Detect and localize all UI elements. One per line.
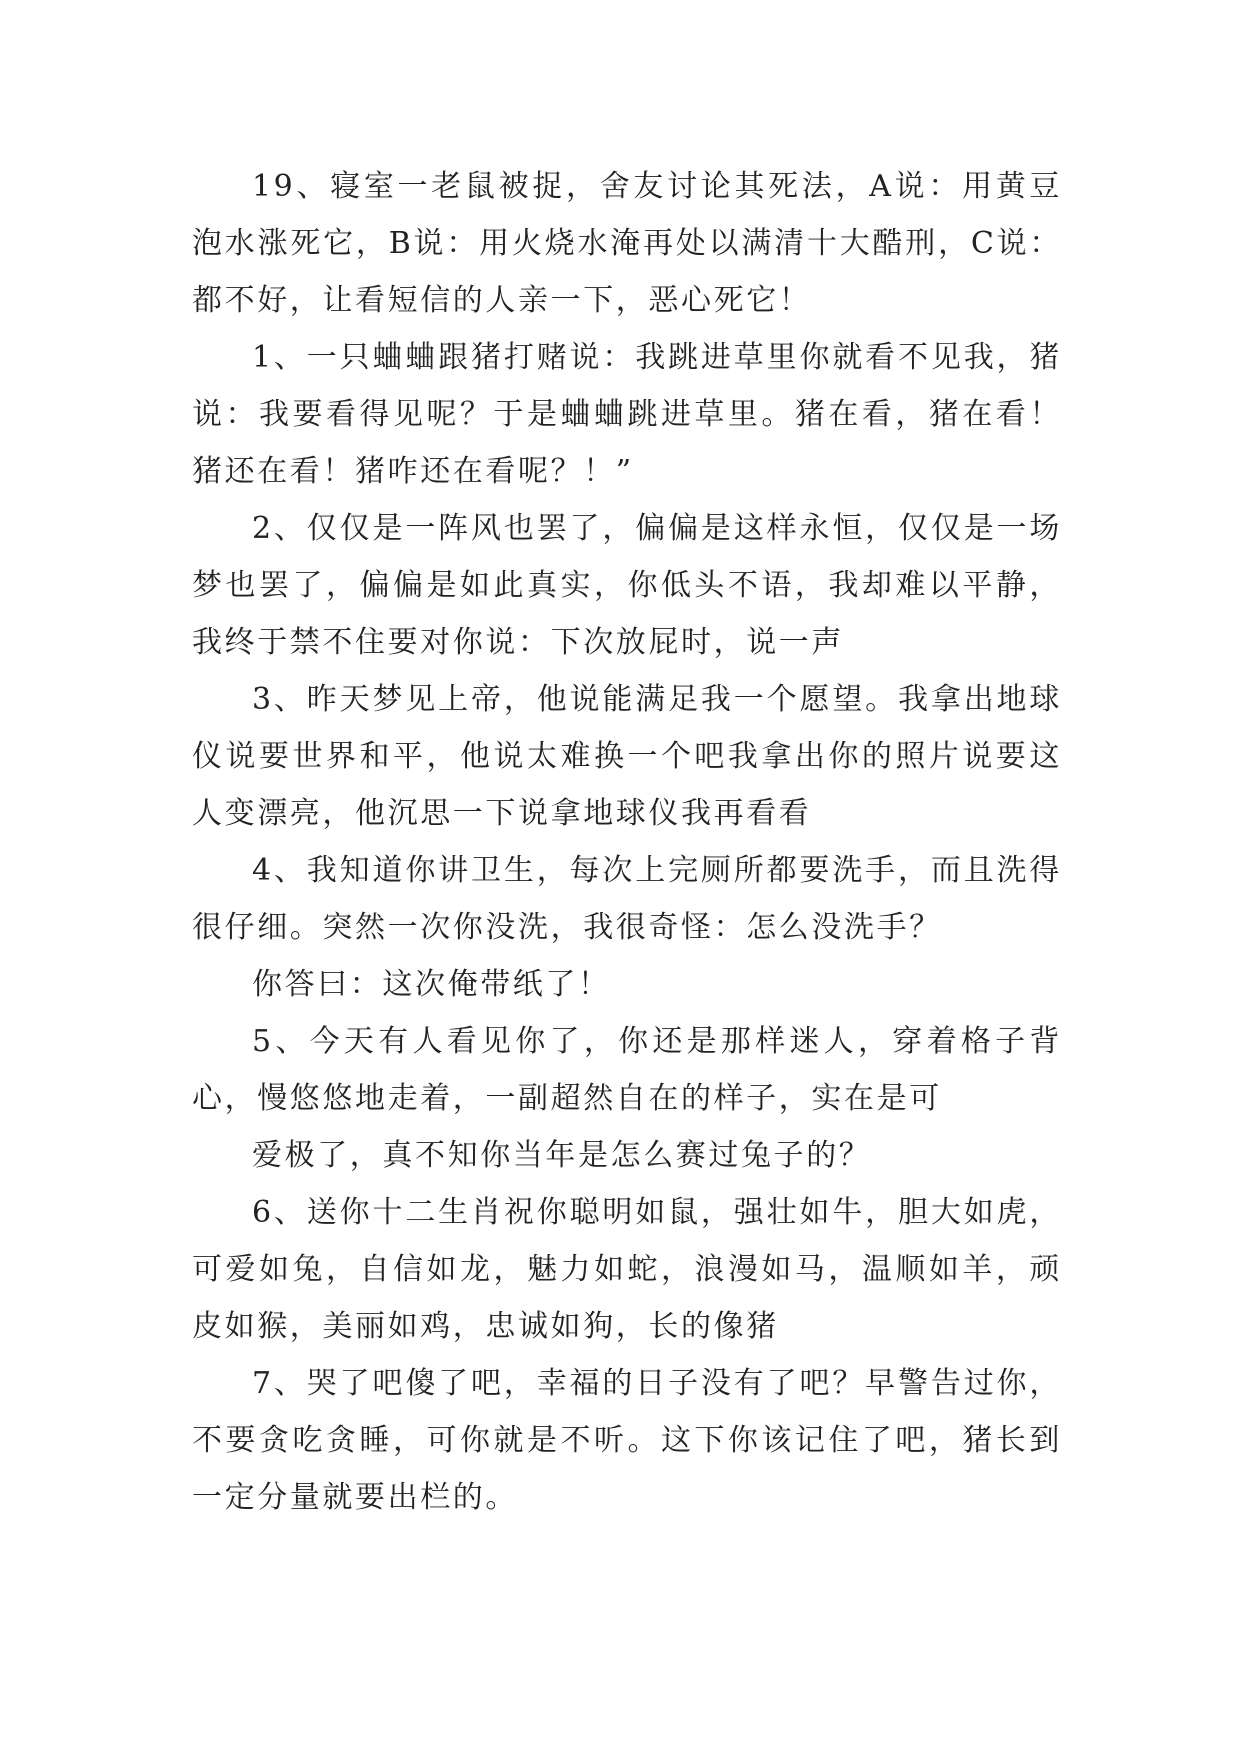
- paragraph-5-continued: 爱极了，真不知你当年是怎么赛过兔子的？: [252, 1138, 872, 1173]
- paragraph-7: 7、哭了吧傻了吧，幸福的日子没有了吧？早警告过你，不要贪吃贪睡，可你就是不听。这下你该记住了吧，猪长到一定分量就要出栏的。: [192, 1366, 1062, 1515]
- paragraph-19: 19、寝室一老鼠被捉，舍友讨论其死法，A说：用黄豆泡水涨死它，B说：用火烧水淹再处以满清十大酷刑，C说：都不好，让看短信的人亲一下，恶心死它！: [192, 169, 1062, 318]
- paragraph-2: 2、仅仅是一阵风也罢了，偏偏是这样永恒，仅仅是一场梦也罢了，偏偏是如此真实，你低头不语，我却难以平静，我终于禁不住要对你说：下次放屁时，说一声: [192, 511, 1062, 660]
- paragraph-4: 4、我知道你讲卫生，每次上完厕所都要洗手，而且洗得很仔细。突然一次你没洗，我很奇怪：怎么没洗手？: [192, 853, 1062, 945]
- document-body: [192, 158, 1062, 1526]
- paragraph-6: 6、送你十二生肖祝你聪明如鼠，强壮如牛，胆大如虎，可爱如兔，自信如龙，魅力如蛇，浪漫如马，温顺如羊，顽皮如猴，美丽如鸡，忠诚如狗，长的像猪: [192, 1195, 1062, 1344]
- paragraph-5: 5、今天有人看见你了，你还是那样迷人，穿着格子背心，慢悠悠地走着，一副超然自在的样子，实在是可: [192, 1024, 1062, 1116]
- paragraph-3: 3、昨天梦见上帝，他说能满足我一个愿望。我拿出地球仪说要世界和平，他说太难换一个吧我拿出你的照片说要这人变漂亮，他沉思一下说拿地球仪我再看看: [192, 682, 1062, 831]
- paragraph-4-answer: 你答曰：这次俺带纸了！: [252, 967, 611, 1002]
- paragraph-1: 1、一只蛐蛐跟猪打赌说：我跳进草里你就看不见我，猪说：我要看得见呢？于是蛐蛐跳进草里。猪在看，猪在看！猪还在看！猪咋还在看呢？！”: [192, 340, 1062, 489]
